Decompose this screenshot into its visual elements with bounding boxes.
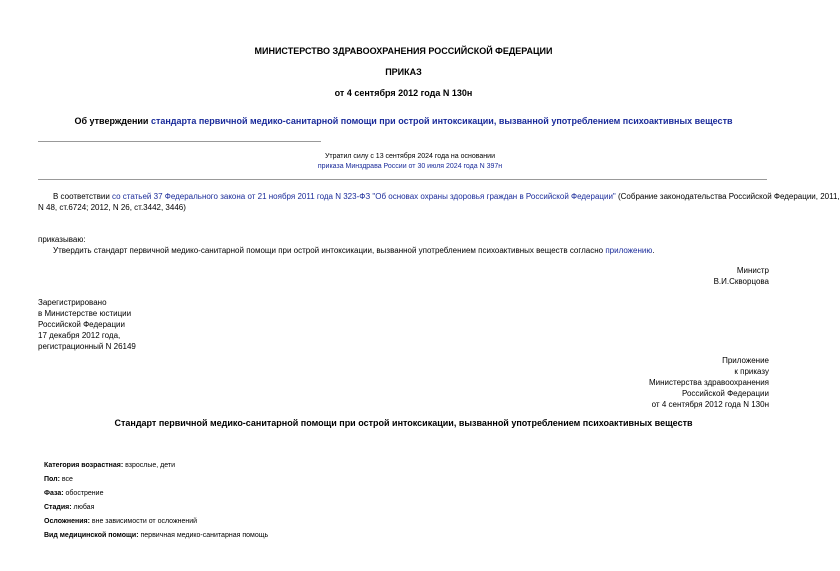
status-repeal-link[interactable]: приказа Минздрава России от 30 июля 2024 года N 397н (317, 163, 503, 170)
attribute-row (44, 489, 268, 503)
preamble-intro: В соответствии (53, 192, 113, 201)
status-line: Утратил силу с 13 сентября 2024 года на основании (324, 153, 495, 160)
preamble-paragraph (38, 191, 840, 213)
appendix-line: к приказу (734, 367, 769, 376)
signature-position: Министр (736, 266, 769, 275)
standard-title: Стандарт первичной медико-санитарной помощи при острой интоксикации, вызванной употреблением психоактивных веществ (114, 418, 693, 428)
appendix-header (509, 355, 769, 410)
appendix-link[interactable]: приложению (605, 246, 653, 255)
attribute-value: взрослые, дети (123, 462, 176, 469)
attribute-label: Фаза: (44, 490, 64, 497)
registration-block (38, 297, 136, 352)
appendix-line: Министерства здравоохранения (649, 378, 769, 387)
registration-line: Зарегистрировано (38, 298, 107, 307)
order-command: приказываю: (38, 235, 86, 244)
attribute-value: обострение (63, 490, 104, 497)
signature-name: В.И.Скворцова (713, 277, 769, 286)
doc-type-heading: ПРИКАЗ (385, 67, 422, 77)
ministry-heading: МИНИСТЕРСТВО ЗДРАВООХРАНЕНИЯ РОССИЙСКОЙ ФЕДЕРАЦИИ (254, 46, 553, 56)
registration-line: регистрационный N 26149 (38, 342, 136, 351)
attribute-value: все (59, 476, 73, 483)
attribute-row (44, 461, 268, 475)
doc-date-number: от 4 сентября 2012 года N 130н (334, 88, 473, 98)
attribute-label: Стадия: (44, 504, 72, 511)
doc-title-link[interactable]: стандарта первичной медико-санитарной помощи при острой интоксикации, вызванной употреблением психоактивных веществ (150, 116, 733, 126)
appendix-line: от 4 сентября 2012 года N 130н (651, 400, 769, 409)
order-end: . (652, 246, 655, 255)
attribute-value: вне зависимости от осложнений (89, 518, 198, 525)
status-note (300, 152, 520, 172)
preamble-source: (Собрание законодательства Российской Федерации, 2011, (615, 192, 840, 201)
attribute-row (44, 517, 268, 531)
preamble-line-2: N 48, ст.6724; 2012, N 26, ст.3442, 3446) (38, 203, 186, 212)
registration-line: Российской Федерации (38, 320, 125, 329)
attribute-value: любая (71, 504, 95, 511)
attribute-value: первичная медико-санитарная помощь (138, 532, 269, 539)
signature-block (569, 265, 769, 287)
appendix-line: Приложение (722, 356, 769, 365)
order-text (53, 245, 655, 256)
attribute-label: Категория возрастная: (44, 462, 124, 469)
order-body: Утвердить стандарт первичной медико-санитарной помощи при острой интоксикации, вызванной употреблением психоактивных веществ согласно (53, 246, 606, 255)
preamble-line-1 (38, 191, 840, 202)
attributes-list (44, 461, 268, 545)
doc-title-prefix: Об утверждении (74, 116, 151, 126)
attribute-label: Вид медицинской помощи: (44, 532, 139, 539)
attribute-label: Пол: (44, 476, 60, 483)
attribute-row (44, 475, 268, 489)
law-reference-link[interactable]: со статьей 37 Федерального закона от 21 ноября 2011 года N 323-ФЗ "Об основах охраны здоровья граждан в Российской Федерации" (112, 192, 616, 201)
divider-long (38, 179, 767, 180)
appendix-line: Российской Федерации (682, 389, 769, 398)
registration-line: в Министерстве юстиции (38, 309, 132, 318)
attribute-row (44, 531, 268, 545)
divider-short (38, 141, 321, 142)
doc-title (0, 116, 807, 127)
attribute-label: Осложнения: (44, 518, 90, 525)
registration-line: 17 декабря 2012 года, (38, 331, 121, 340)
attribute-row (44, 503, 268, 517)
